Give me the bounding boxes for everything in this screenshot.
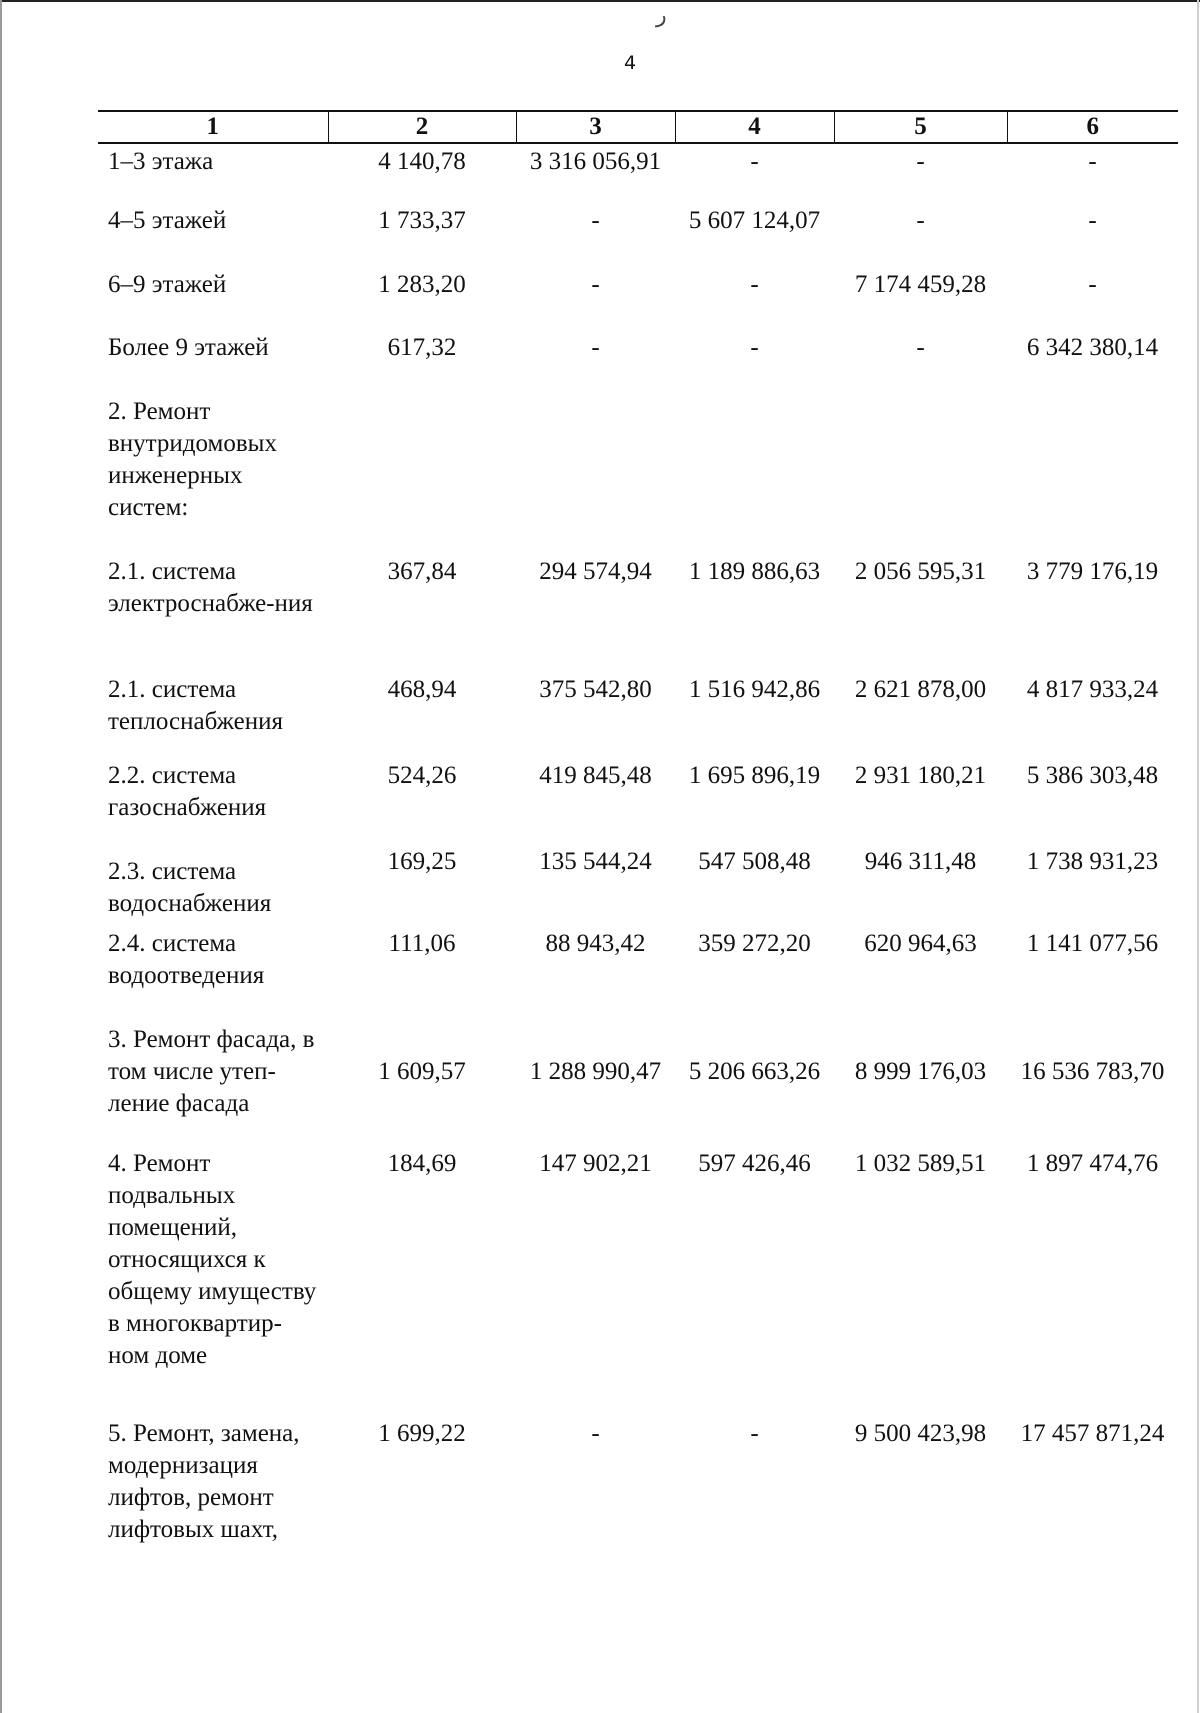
cell-value: 111,06 <box>388 930 456 957</box>
cell-value: 620 964,63 <box>864 930 977 957</box>
column-header: 2 <box>328 111 516 143</box>
page-left-edge <box>0 0 2 1713</box>
column-header: 1 <box>98 111 328 143</box>
cell-value: 9 500 423,98 <box>854 1420 987 1447</box>
cell-value: 1 695 896,19 <box>688 762 821 789</box>
cell-value: 419 845,48 <box>539 762 652 789</box>
row-label: 6–9 этажей <box>108 271 227 298</box>
cell-value: 2 621 878,00 <box>854 676 987 703</box>
cell-value: 1 897 474,76 <box>1026 1150 1159 1177</box>
cell-value <box>834 396 1007 556</box>
cell-value: 294 574,94 <box>539 558 652 585</box>
table-row <box>98 760 1178 846</box>
cell-value: 4 140,78 <box>378 148 466 175</box>
cell-value: 88 943,42 <box>545 930 646 957</box>
cell-value: 1 032 589,51 <box>854 1150 987 1177</box>
table-row <box>98 928 1178 1024</box>
cell-value: - <box>591 271 600 298</box>
table-row <box>98 846 1178 928</box>
cell-value: - <box>1088 207 1097 234</box>
cell-value: 147 902,21 <box>539 1150 652 1177</box>
cell-value <box>1007 396 1178 556</box>
cell-value: 2 931 180,21 <box>854 762 987 789</box>
cell-value: 375 542,80 <box>539 676 652 703</box>
cell-value: 7 174 459,28 <box>854 271 987 298</box>
cell-value: - <box>916 334 925 361</box>
cell-value: 5 386 303,48 <box>1026 762 1159 789</box>
cell-value <box>675 396 834 556</box>
table-header-row <box>98 111 1178 143</box>
cell-value: 5 206 663,26 <box>688 1058 821 1085</box>
table-row <box>98 332 1178 396</box>
page-right-edge <box>1197 0 1199 1713</box>
row-label: 2.4. система водоотведения <box>108 930 265 989</box>
cell-value: - <box>750 271 759 298</box>
row-label: Более 9 этажей <box>108 334 269 361</box>
cell-value: - <box>750 334 759 361</box>
cell-value: 8 999 176,03 <box>854 1058 987 1085</box>
table-row <box>98 1148 1178 1418</box>
cost-table <box>98 110 1178 1578</box>
cell-value: 524,26 <box>387 762 457 789</box>
row-label: 2.3. система водоснабжения <box>108 858 272 917</box>
cell-value <box>516 396 675 556</box>
column-header: 3 <box>516 111 675 143</box>
cell-value: 16 536 783,70 <box>1020 1058 1165 1085</box>
cell-value: - <box>591 1420 600 1447</box>
cell-value: - <box>916 207 925 234</box>
cell-value: 1 516 942,86 <box>688 676 821 703</box>
column-header: 6 <box>1007 111 1178 143</box>
cell-value: 3 316 056,91 <box>529 148 662 175</box>
cell-value <box>328 396 516 556</box>
table-row <box>98 1418 1178 1578</box>
cell-value: - <box>750 1420 759 1447</box>
column-header: 5 <box>834 111 1007 143</box>
cell-value: - <box>591 334 600 361</box>
row-label: 2.2. система газоснабжения <box>108 762 267 821</box>
cell-value: 2 056 595,31 <box>854 558 987 585</box>
row-label: 4. Ремонт подвальных помещений, относящихся к общему имуществу в многоквартир-ном доме <box>108 1150 317 1369</box>
cell-value: 547 508,48 <box>698 848 811 875</box>
cell-value: 946 311,48 <box>864 848 977 875</box>
cell-value: 3 779 176,19 <box>1026 558 1159 585</box>
row-label: 4–5 этажей <box>108 207 227 234</box>
cell-value: 184,69 <box>387 1150 457 1177</box>
cell-value: 1 283,20 <box>378 271 466 298</box>
cell-value: - <box>1088 271 1097 298</box>
row-label: 2.1. система электроснабже-ния <box>108 558 313 617</box>
cell-value: 1 733,37 <box>378 207 466 234</box>
top-handwritten-mark: ر <box>656 2 667 27</box>
table-row <box>98 674 1178 760</box>
table-row <box>98 205 1178 269</box>
row-label: 1–3 этажа <box>108 148 214 175</box>
page-top-edge <box>0 0 1200 2</box>
cell-value: 5 607 124,07 <box>688 207 821 234</box>
cell-value: 468,94 <box>387 676 457 703</box>
cell-value: 1 189 886,63 <box>688 558 821 585</box>
cell-value: 367,84 <box>387 558 457 585</box>
table-row <box>98 396 1178 556</box>
section-heading: 2. Ремонт внутридомовых инженерных систем: <box>108 398 277 521</box>
cell-value: 4 817 933,24 <box>1026 676 1159 703</box>
cell-value: - <box>916 148 925 175</box>
cell-value: 359 272,20 <box>698 930 811 957</box>
column-header: 4 <box>675 111 834 143</box>
cell-value: 1 699,22 <box>378 1420 466 1447</box>
cell-value: 6 342 380,14 <box>1026 334 1159 361</box>
cell-value: 1 738 931,23 <box>1026 848 1159 875</box>
cell-value: 1 288 990,47 <box>529 1058 662 1085</box>
page-number: 4 <box>623 52 637 74</box>
cell-value: 1 141 077,56 <box>1026 930 1159 957</box>
table-row <box>98 143 1178 205</box>
cell-value: - <box>750 148 759 175</box>
row-label: 3. Ремонт фасада, в том числе утеп-ление фасада <box>108 1026 315 1117</box>
cell-value: - <box>1088 148 1097 175</box>
cell-value: 597 426,46 <box>698 1150 811 1177</box>
cell-value: 17 457 871,24 <box>1020 1420 1165 1447</box>
table-row <box>98 269 1178 332</box>
row-label: 2.1. система теплоснабжения <box>108 676 283 735</box>
cell-value: 169,25 <box>387 848 457 875</box>
cell-value: 1 609,57 <box>378 1058 466 1085</box>
table-row <box>98 1024 1178 1148</box>
cell-value: - <box>591 207 600 234</box>
cell-value: 135 544,24 <box>539 848 652 875</box>
table-row <box>98 556 1178 674</box>
cell-value: 617,32 <box>387 334 457 361</box>
row-label: 5. Ремонт, замена, модернизация лифтов, ремонт лифтовых шахт, <box>108 1420 300 1543</box>
